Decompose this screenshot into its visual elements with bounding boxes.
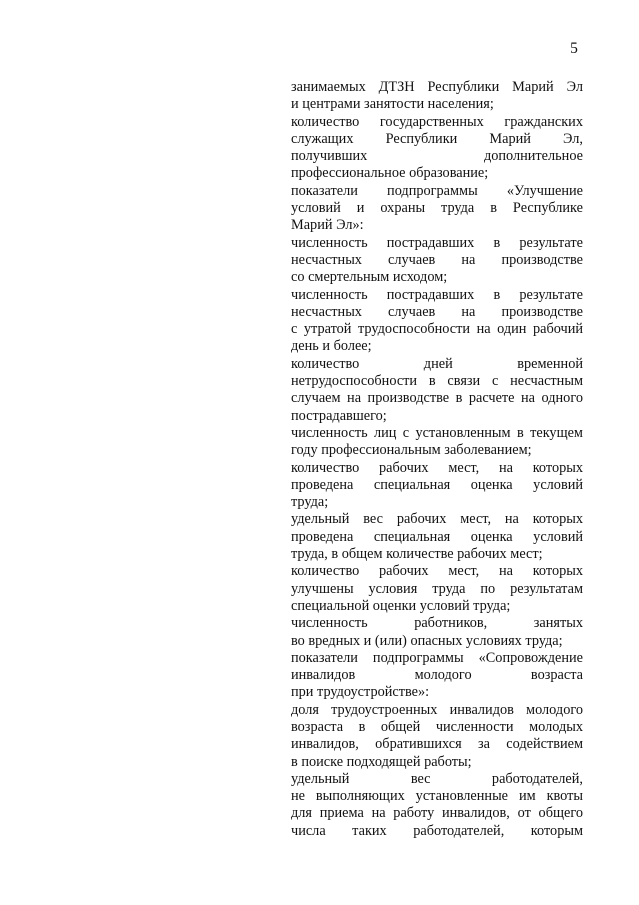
text-line: условий и охраны труда в Республике <box>291 200 583 217</box>
text-line: численность пострадавших в результате <box>291 234 583 251</box>
text-line: году профессиональным заболеванием; <box>291 442 532 459</box>
text-line: в поиске подходящей работы; <box>291 753 472 770</box>
text-line: не выполняющих установленные им квоты <box>291 788 583 805</box>
text-line: проведена специальная оценка условий <box>291 476 583 493</box>
text-line: показатели подпрограммы «Сопровождение <box>291 649 583 666</box>
text-line: доля трудоустроенных инвалидов молодого <box>291 701 583 718</box>
body-text-column <box>291 79 583 840</box>
text-line: количество рабочих мест, на которых <box>291 459 583 476</box>
text-line: проведена специальная оценка условий <box>291 528 583 545</box>
text-line: численность лиц с установленным в текущем <box>291 424 583 441</box>
text-line: нетрудоспособности в связи с несчастным <box>291 373 583 390</box>
text-line: инвалидов, обратившихся за содействием <box>291 736 583 753</box>
text-line: удельный вес работодателей, <box>291 770 583 787</box>
text-line: и центрами занятости населения; <box>291 96 494 113</box>
text-line: специальной оценки условий труда; <box>291 597 511 614</box>
text-line: количество государственных гражданских <box>291 113 583 130</box>
text-line: профессиональное образование; <box>291 165 489 182</box>
text-line: со смертельным исходом; <box>291 269 448 286</box>
text-line: несчастных случаев на производстве <box>291 251 583 268</box>
text-line: количество дней временной <box>291 355 583 372</box>
text-line: инвалидов молодого возраста <box>291 667 583 684</box>
page-number: 5 <box>570 40 578 57</box>
text-line: пострадавшего; <box>291 407 387 424</box>
text-line: улучшены условия труда по результатам <box>291 580 583 597</box>
text-line: с утратой трудоспособности на один рабочий <box>291 321 583 338</box>
text-line: Марий Эл»: <box>291 217 364 234</box>
text-line: занимаемых ДТЗН Республики Марий Эл <box>291 79 583 95</box>
text-line: числа таких работодателей, которым <box>291 822 583 839</box>
text-line: показатели подпрограммы «Улучшение <box>291 182 583 199</box>
text-line: численность пострадавших в результате <box>291 286 583 303</box>
text-line: количество рабочих мест, на которых <box>291 563 583 580</box>
text-line: труда, в общем количестве рабочих мест; <box>291 546 543 563</box>
text-line: удельный вес рабочих мест, на которых <box>291 511 583 528</box>
text-line: получивших дополнительное <box>291 148 583 165</box>
text-line: несчастных случаев на производстве <box>291 303 583 320</box>
text-line: численность работников, занятых <box>291 615 583 632</box>
text-line: во вредных и (или) опасных условиях труда; <box>291 632 563 649</box>
text-line: при трудоустройстве»: <box>291 684 430 701</box>
text-line: труда; <box>291 494 329 511</box>
text-line: день и более; <box>291 338 372 355</box>
text-line: возраста в общей численности молодых <box>291 718 583 735</box>
text-line: служащих Республики Марий Эл, <box>291 130 583 147</box>
text-line: случаем на производстве в расчете на одного <box>291 390 583 407</box>
text-line: для приема на работу инвалидов, от общего <box>291 805 583 822</box>
